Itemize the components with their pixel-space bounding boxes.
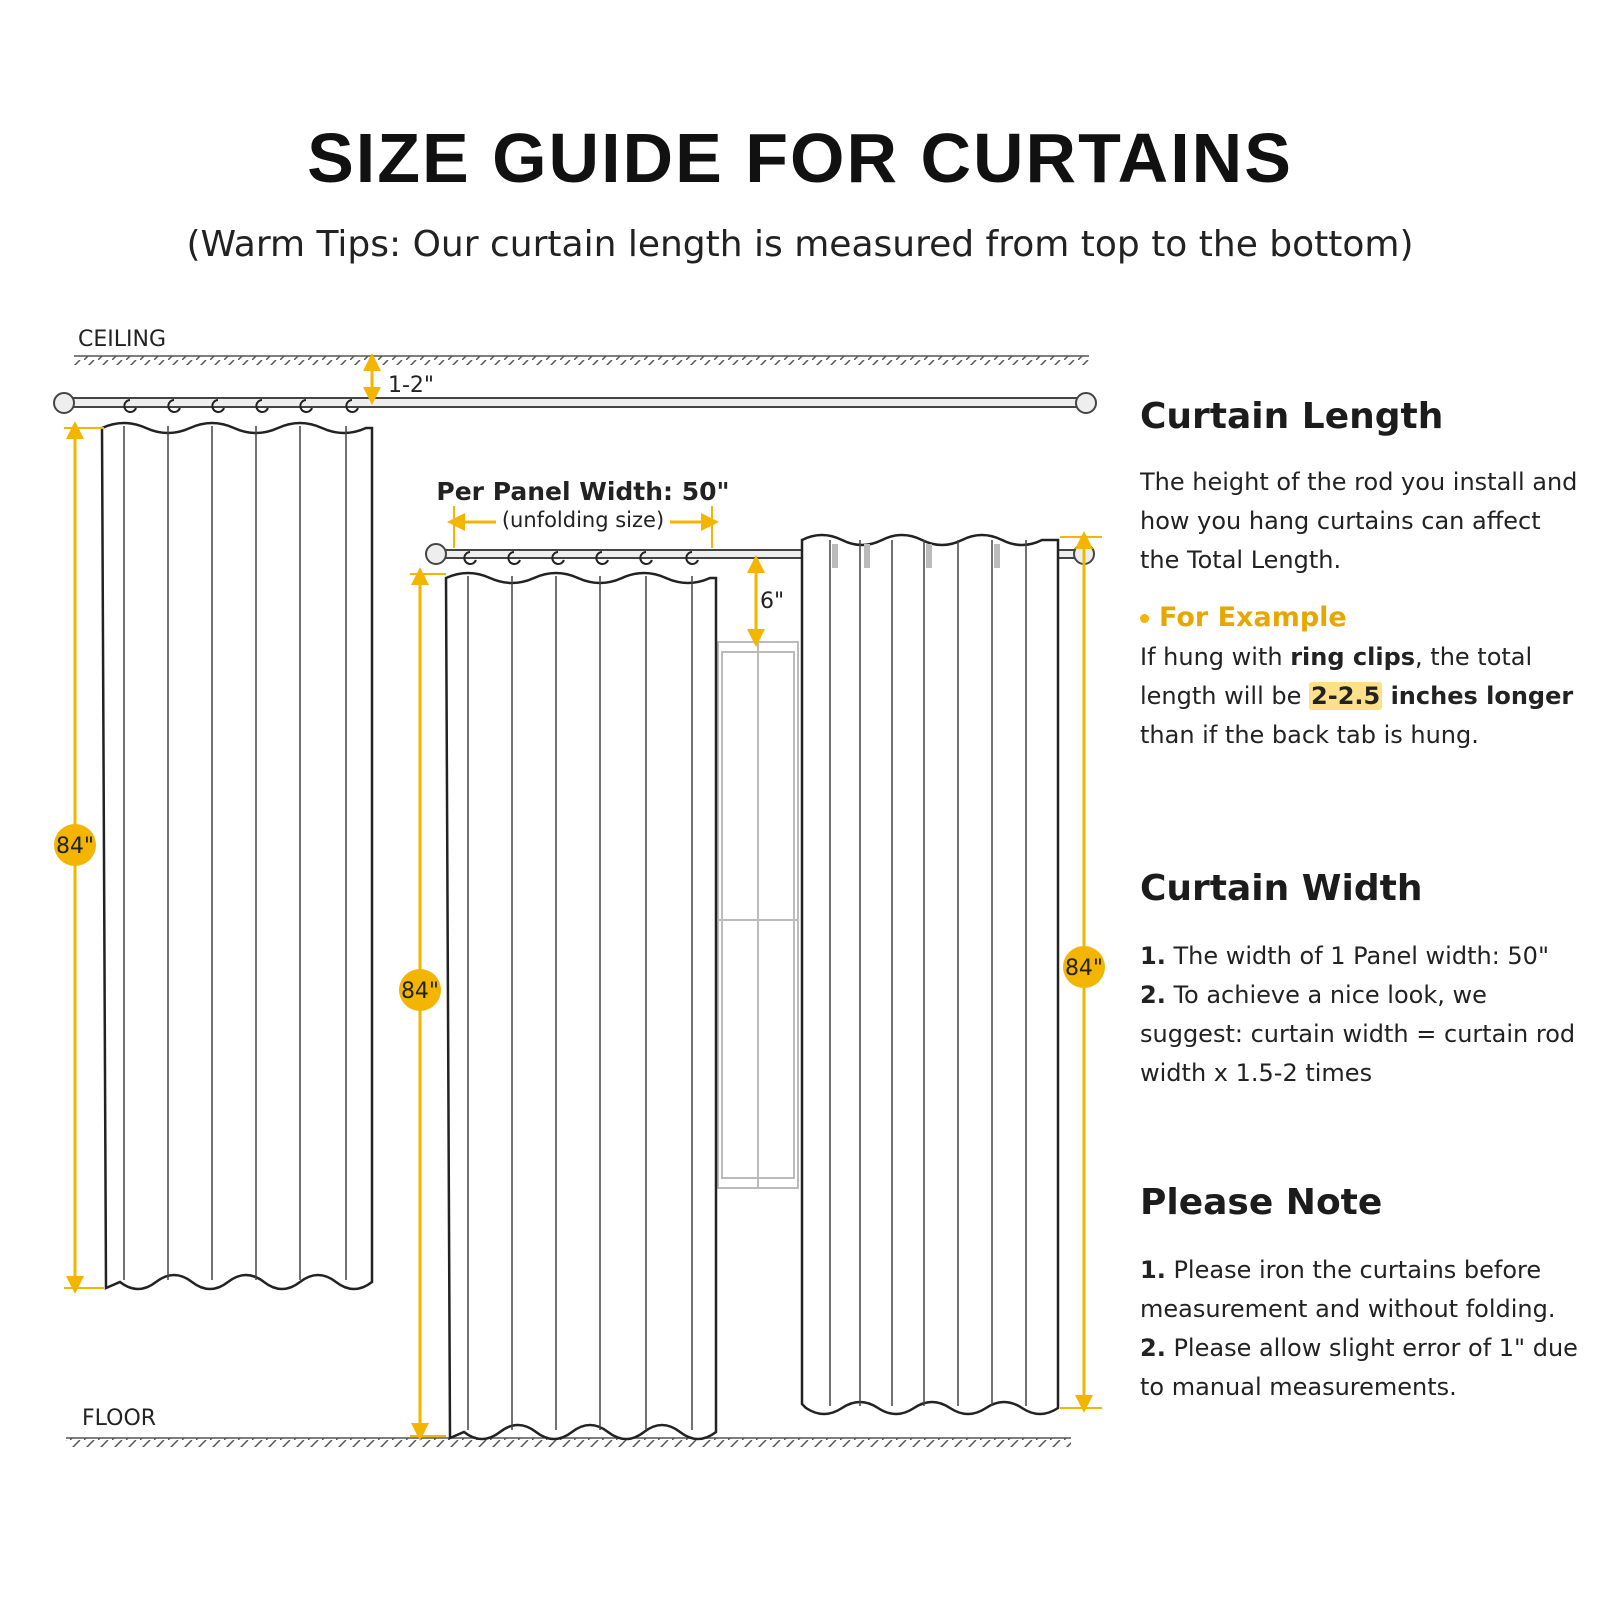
width-item-1-num: 1.: [1140, 942, 1166, 970]
window-frame: [718, 642, 798, 1188]
example-inches-longer: inches longer: [1382, 682, 1574, 710]
example-text-pre: If hung with: [1140, 643, 1291, 671]
width-item-2-text: To achieve a nice look, we suggest: curtain width = curtain rod width x 1.5-2 times: [1140, 981, 1576, 1087]
page-title: SIZE GUIDE FOR CURTAINS: [307, 119, 1293, 197]
left-length-label: 84": [55, 834, 95, 859]
width-item-2: [1140, 976, 1580, 1093]
floor-label: FLOOR: [82, 1406, 157, 1431]
curtain-width-section: [1140, 868, 1580, 1093]
curtain-width-heading: Curtain Width: [1140, 868, 1423, 909]
middle-curtain: [446, 552, 716, 1439]
curtain-length-section: [1140, 396, 1580, 755]
floor-hatch: [66, 1438, 1071, 1447]
bullet-dot-icon: [1140, 614, 1149, 623]
curtain-length-body: The height of the rod you install and how you hang curtains can affect the Total Length.: [1140, 468, 1578, 574]
rod-gap-label: 6": [760, 589, 785, 614]
note-item-2: [1140, 1329, 1580, 1407]
left-curtain: [102, 400, 372, 1289]
curtain-length-heading: Curtain Length: [1140, 396, 1444, 437]
note-item-1-num: 1.: [1140, 1256, 1166, 1284]
note-item-2-num: 2.: [1140, 1334, 1166, 1362]
ceiling-gap-label: 1-2": [388, 373, 435, 398]
example-heading-row: [1140, 598, 1580, 638]
please-note-heading: Please Note: [1140, 1182, 1383, 1223]
panel-width-label: Per Panel Width: 50": [436, 477, 730, 506]
page-subtitle: (Warm Tips: Our curtain length is measured from top to the bottom): [186, 224, 1414, 265]
width-item-2-num: 2.: [1140, 981, 1166, 1009]
top-curtain-rod: [54, 393, 1096, 413]
right-length-label: 84": [1064, 956, 1104, 981]
example-text-mid: , the total length will be: [1140, 643, 1533, 710]
example-ring-clips: ring clips: [1290, 643, 1416, 671]
example-heading: For Example: [1159, 602, 1347, 633]
width-item-1-text: The width of 1 Panel width: 50": [1165, 942, 1549, 970]
middle-length-label: 84": [400, 979, 440, 1004]
note-item-2-text: Please allow slight error of 1" due to manual measurements.: [1140, 1334, 1578, 1401]
panel-width-sublabel: (unfolding size): [501, 508, 665, 532]
please-note-section: [1140, 1182, 1580, 1407]
width-item-1: [1140, 937, 1580, 976]
ceiling-label: CEILING: [78, 327, 166, 352]
example-text: [1140, 638, 1580, 755]
ceiling-hatch: [74, 356, 1089, 365]
example-text-post: than if the back tab is hung.: [1140, 721, 1479, 749]
note-item-1: [1140, 1251, 1580, 1329]
right-curtain: [802, 535, 1058, 1414]
note-item-1-text: Please iron the curtains before measurement and without folding.: [1140, 1256, 1556, 1323]
example-highlight: 2-2.5: [1311, 682, 1381, 710]
